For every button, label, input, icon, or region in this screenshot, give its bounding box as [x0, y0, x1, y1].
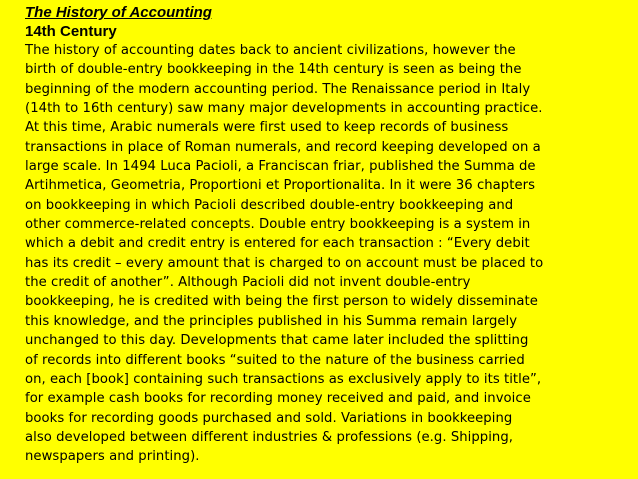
- body-line: the credit of another”. Although Pacioli did not invent double-entry: [25, 275, 471, 291]
- body-line: on, each [book] containing such transactions as exclusively apply to its title”,: [25, 371, 542, 387]
- body-line: (14th to 16th century) saw many major developments in accounting practice.: [25, 101, 543, 117]
- body-line: At this time, Arabic numerals were first used to keep records of business: [25, 120, 509, 136]
- body-line: large scale. In 1494 Luca Pacioli, a Franciscan friar, published the Summa de: [25, 159, 536, 175]
- body-line: transactions in place of Roman numerals, and record keeping developed on a: [25, 139, 541, 155]
- body-line: on bookkeeping in which Pacioli described double-entry bookkeeping and: [25, 197, 514, 213]
- body-line: other commerce-related concepts. Double entry bookkeeping is a system in: [25, 217, 531, 233]
- slide-title: The History of Accounting: [25, 4, 212, 21]
- body-line: bookkeeping, he is credited with being the first person to widely disseminate: [25, 294, 538, 310]
- body-line: newspapers and printing).: [25, 449, 200, 465]
- slide-subtitle: 14th Century: [25, 23, 117, 40]
- body-line: of records into different books “suited to the nature of the business carried: [25, 352, 525, 368]
- body-line: Artihmetica, Geometria, Proportioni et Proportionalita. In it were 36 chapters: [25, 178, 536, 194]
- body-line: unchanged to this day. Developments that came later included the splitting: [25, 333, 529, 349]
- body-line: birth of double-entry bookkeeping in the 14th century is seen as being the: [25, 62, 522, 78]
- body-line: also developed between different industries & professions (e.g. Shipping,: [25, 429, 513, 445]
- body-line: has its credit – every amount that is charged to on account must be placed to: [25, 255, 544, 271]
- body-line: for example cash books for recording money received and paid, and invoice: [25, 391, 531, 407]
- body-line: The history of accounting dates back to ancient civilizations, however the: [25, 43, 516, 58]
- body-line: which a debit and credit entry is entered for each transaction : “Every debit: [25, 236, 530, 252]
- body-paragraph: [25, 41, 628, 467]
- body-line: books for recording goods purchased and sold. Variations in bookkeeping: [25, 410, 513, 426]
- body-line: this knowledge, and the principles published in his Summa remain largely: [25, 313, 518, 329]
- body-line: beginning of the modern accounting period. The Renaissance period in Italy: [25, 81, 531, 97]
